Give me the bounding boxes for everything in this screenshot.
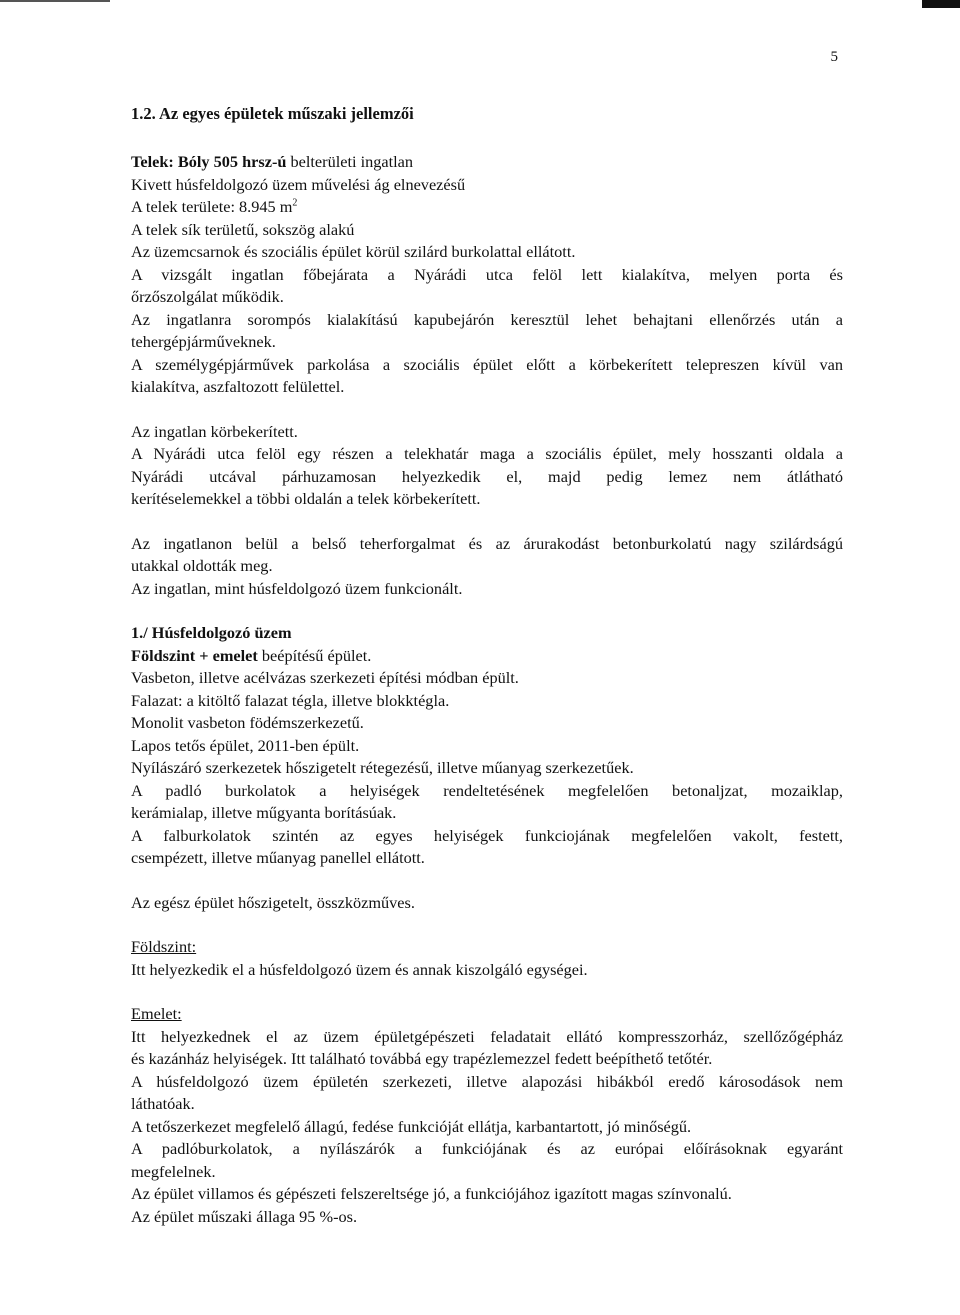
upper-floor-line: Az épület műszaki állaga 95 %-os. — [131, 1206, 358, 1226]
plot-label: Telek: Bóly 505 hrsz-ú — [131, 152, 287, 171]
building-summary-line: Az egész épület hőszigetelt, összközműves. — [131, 892, 415, 912]
document-body — [131, 103, 843, 1228]
upper-floor-line: A tetőszerkezet megfelelő állagú, fedése funkcióját ellátja, karbantartott, jó minőségű. — [131, 1116, 692, 1136]
plot-line: Az üzemcsarnok és szociális épület körül szilárd burkolattal ellátott. — [131, 242, 576, 261]
building-line: csempézett, illetve műanyag panellel ellátott. — [131, 848, 425, 867]
building-summary — [131, 892, 843, 915]
plot-area-text: A telek területe: 8.945 m — [131, 197, 293, 216]
plot-area-superscript: 2 — [292, 197, 298, 209]
traffic-line: Az ingatlan, mint húsfeldolgozó üzem funkcionált. — [131, 578, 463, 598]
page-number: 5 — [830, 49, 838, 65]
plot-line: A vizsgált ingatlan főbejárata a Nyárádi utca felöl lett kialakítva, melyen porta és — [131, 264, 843, 284]
building-line: Nyílászáró szerkezetek hőszigetelt rétegezésű, illetve műanyag szerkezetűek. — [131, 758, 634, 777]
traffic-description — [131, 533, 843, 601]
building-line: kerámialap, illetve műgyanta borításúak. — [131, 803, 397, 822]
fence-description — [131, 421, 843, 511]
upper-floor-line: és kazánház helyiségek. Itt található továbbá egy trapézlemezzel fedett beépíthető tetőtér. — [131, 1049, 713, 1068]
plot-line: kialakítva, aszfaltozott felülettel. — [131, 377, 345, 396]
building-title — [131, 622, 843, 645]
plot-label-rest: belterületi ingatlan — [286, 152, 414, 171]
upper-floor-section — [131, 1003, 843, 1228]
paragraph-gap — [131, 511, 843, 533]
building-line: Lapos tetős épület, 2011-ben épült. — [131, 735, 360, 755]
fence-line: Nyárádi utcával párhuzamosan helyezkedik el, majd pedig lemez nem átlátható — [131, 466, 843, 486]
plot-line: A személygépjárművek parkolása a szociális épület előtt a körbekerített telepreszen kívül van — [131, 354, 843, 374]
fence-line: kerítéselemekkel a többi oldalán a telek körbekerített. — [131, 489, 481, 508]
upper-floor-line: A padlóburkolatok, a nyílászárók a funkciójának és az európai előírásoknak egyaránt — [131, 1139, 843, 1158]
building-line: Vasbeton, illetve acélvázas szerkezeti építési módban épült. — [131, 668, 519, 687]
paragraph-gap — [131, 600, 843, 622]
paragraph-gap — [131, 914, 843, 936]
upper-floor-line: A húsfeldolgozó üzem épületén szerkezeti, illetve alapozási hibákból eredő károsodások nem — [131, 1071, 843, 1091]
building-line: A falburkolatok szintén az egyes helyiségek funkciojának megfelelően vakolt, festett, — [131, 825, 843, 845]
building-line: Falazat: a kitöltő falazat tégla, illetve blokktégla. — [131, 690, 450, 710]
building-line: A padló burkolatok a helyiségek rendeltetésének megfelelően betonaljzat, mozaiklap, — [131, 780, 843, 800]
scan-edge-mark-right — [922, 0, 960, 8]
plot-area-line — [131, 196, 843, 219]
building-floors-label: Földszint + emelet — [131, 645, 258, 665]
upper-floor-title: Emelet: — [131, 1004, 182, 1023]
upper-floor-line: láthatóak. — [131, 1094, 195, 1113]
plot-line: őrzőszolgálat működik. — [131, 287, 284, 306]
fence-line: A Nyárádi utca felöl egy részen a telekhatár maga a szociális épület, mely hosszanti oldala a — [131, 444, 843, 463]
traffic-line: Az ingatlanon belül a belső teherforgalmat és az árurakodást betonburkolatú nagy szilárdságú — [131, 533, 843, 553]
building-floors-rest: beépítésű épület. — [257, 645, 372, 665]
scan-edge-mark-left — [0, 0, 110, 2]
ground-floor-text: Itt helyezkedik el a húsfeldolgozó üzem és annak kiszolgáló egységei. — [131, 959, 588, 979]
paragraph-gap — [131, 981, 843, 1003]
building-title-text: 1./ Húsfeldolgozó üzem — [131, 623, 292, 642]
upper-floor-line: megfelelnek. — [131, 1161, 216, 1181]
plot-description — [131, 151, 843, 399]
ground-floor-section — [131, 936, 843, 981]
upper-floor-line: Itt helyezkednek el az üzem épületgépészeti feladatait ellátó kompresszorház, szellőzőgépház — [131, 1026, 843, 1046]
traffic-line: utakkal oldották meg. — [131, 556, 273, 575]
building-line: Monolit vasbeton födémszerkezetű. — [131, 713, 364, 732]
plot-title-line — [131, 151, 843, 174]
ground-floor-title: Földszint: — [131, 937, 197, 956]
upper-floor-line: Az épület villamos és gépészeti felszereltsége jó, a funkciójához igazított magas színvonalú. — [131, 1184, 732, 1203]
plot-line: Az ingatlanra sorompós kialakítású kapubejárón keresztül lehet behajtani ellenőrzés után a — [131, 309, 843, 329]
paragraph-gap — [131, 870, 843, 892]
paragraph-gap — [131, 399, 843, 421]
plot-line: A telek sík területű, sokszög alakú — [131, 219, 355, 239]
plot-line: tehergépjárműveknek. — [131, 332, 276, 351]
building-floors-line — [131, 645, 843, 668]
section-heading: 1.2. Az egyes épületek műszaki jellemzői — [131, 104, 414, 123]
building-description — [131, 622, 843, 870]
plot-line: Kivett húsfeldolgozó üzem művelési ág elnevezésű — [131, 174, 466, 194]
fence-line: Az ingatlan körbekerített. — [131, 421, 298, 441]
